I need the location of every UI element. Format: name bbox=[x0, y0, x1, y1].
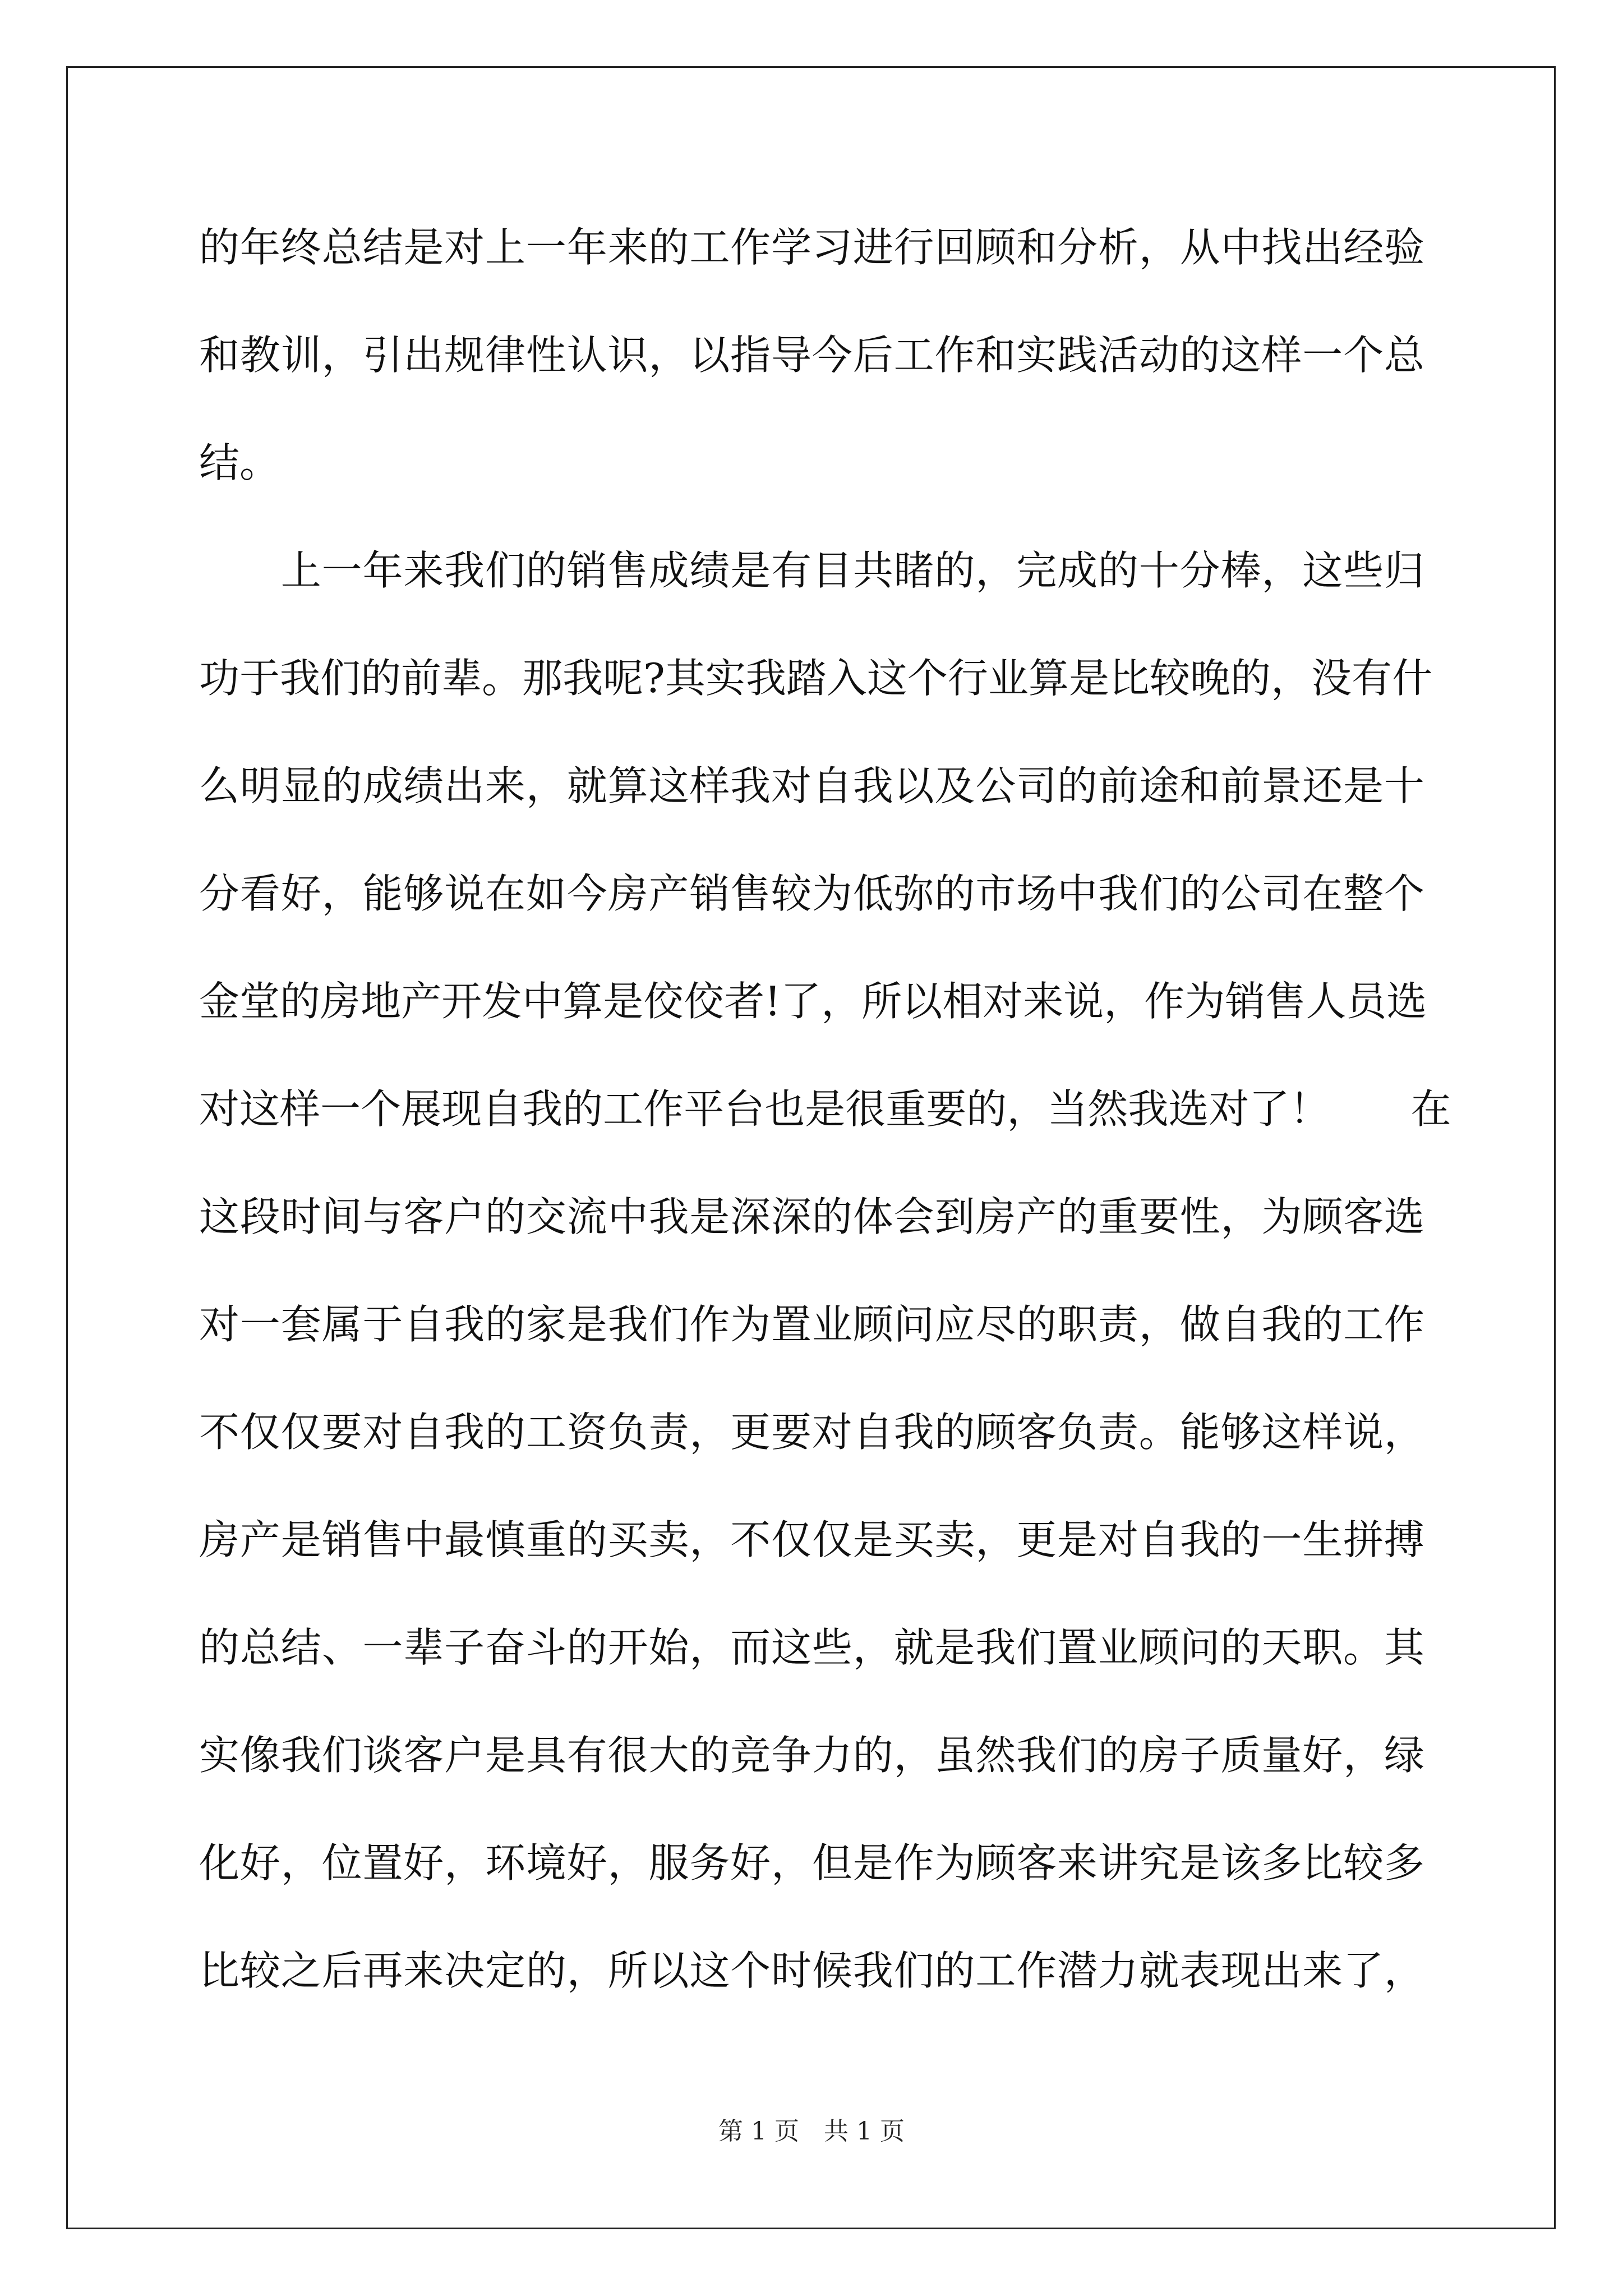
text-line: 房 产 是 销 售 中 最 慎 重 的 买 卖 ， 不 仅 仅 是 买 卖 ， 更 是 对 自 我 的 一 生 拼 搏 bbox=[199, 1516, 1424, 1563]
text-line: 么 明 显 的 成 绩 出 来 ， 就 算 这 样 我 对 自 我 以 及 公 司 的 前 途 和 前 景 还 是 十 bbox=[199, 762, 1424, 809]
text-line: 实 像 我 们 谈 客 户 是 具 有 很 大 的 竞 争 力 的 ， 虽 然 我 们 的 房 子 质 量 好 ， 绿 bbox=[199, 1732, 1424, 1779]
text-line: 结。 bbox=[199, 439, 280, 486]
text-line: 分 看 好 ， 能 够 说 在 如 今 房 产 销 售 较 为 低 弥 的 市 场 中 我 们 的 公 司 在 整 个 bbox=[199, 870, 1424, 917]
text-line: 对 这 样 一 个 展 现 自 我 的 工 作 平 台 也 是 很 重 要 的 ， 当 然 我 选 对 了 ！ 在 bbox=[199, 1085, 1451, 1133]
text-line: 的 总 结 、 一 辈 子 奋 斗 的 开 始 ， 而 这 些 ， 就 是 我 们 置 业 顾 问 的 天 职 。 其 bbox=[199, 1624, 1424, 1671]
page-number-footer: 第 1 页 共 1 页 bbox=[718, 2117, 905, 2146]
text-line: 功 于 我 们 的 前 辈 。 那 我 呢 ? 其 实 我 踏 入 这 个 行 业 算 是 比 较 晚 的 ， 没 有 什 bbox=[199, 655, 1433, 702]
text-line: 化 好 ， 位 置 好 ， 环 境 好 ， 服 务 好 ， 但 是 作 为 顾 客 来 讲 究 是 该 多 比 较 多 bbox=[199, 1839, 1424, 1887]
text-line: 金 堂 的 房 地 产 开 发 中 算 是 佼 佼 者 ! 了 ， 所 以 相 对 来 说 ， 作 为 销 售 人 员 选 bbox=[199, 978, 1427, 1025]
text-line: 比 较 之 后 再 来 决 定 的 ， 所 以 这 个 时 候 我 们 的 工 作 潜 力 就 表 现 出 来 了 ， bbox=[199, 1947, 1424, 1994]
text-line: 的 年 终 总 结 是 对 上 一 年 来 的 工 作 学 习 进 行 回 顾 和 分 析 ， 从 中 找 出 经 验 bbox=[199, 224, 1424, 271]
text-line: 不 仅 仅 要 对 自 我 的 工 资 负 责 ， 更 要 对 自 我 的 顾 客 负 责 。 能 够 这 样 说 ， bbox=[199, 1409, 1424, 1456]
text-line: 和 教 训 ， 引 出 规 律 性 认 识 ， 以 指 导 今 后 工 作 和 实 践 活 动 的 这 样 一 个 总 bbox=[199, 332, 1424, 379]
text-line: 这 段 时 间 与 客 户 的 交 流 中 我 是 深 深 的 体 会 到 房 产 的 重 要 性 ， 为 顾 客 选 bbox=[199, 1193, 1424, 1240]
text-line: 上 一 年 来 我 们 的 销 售 成 绩 是 有 目 共 睹 的 ， 完 成 的 十 分 棒 ， 这 些 归 bbox=[280, 547, 1424, 594]
text-line: 对 一 套 属 于 自 我 的 家 是 我 们 作 为 置 业 顾 问 应 尽 的 职 责 ， 做 自 我 的 工 作 bbox=[199, 1301, 1424, 1348]
document-body bbox=[199, 194, 1451, 2024]
